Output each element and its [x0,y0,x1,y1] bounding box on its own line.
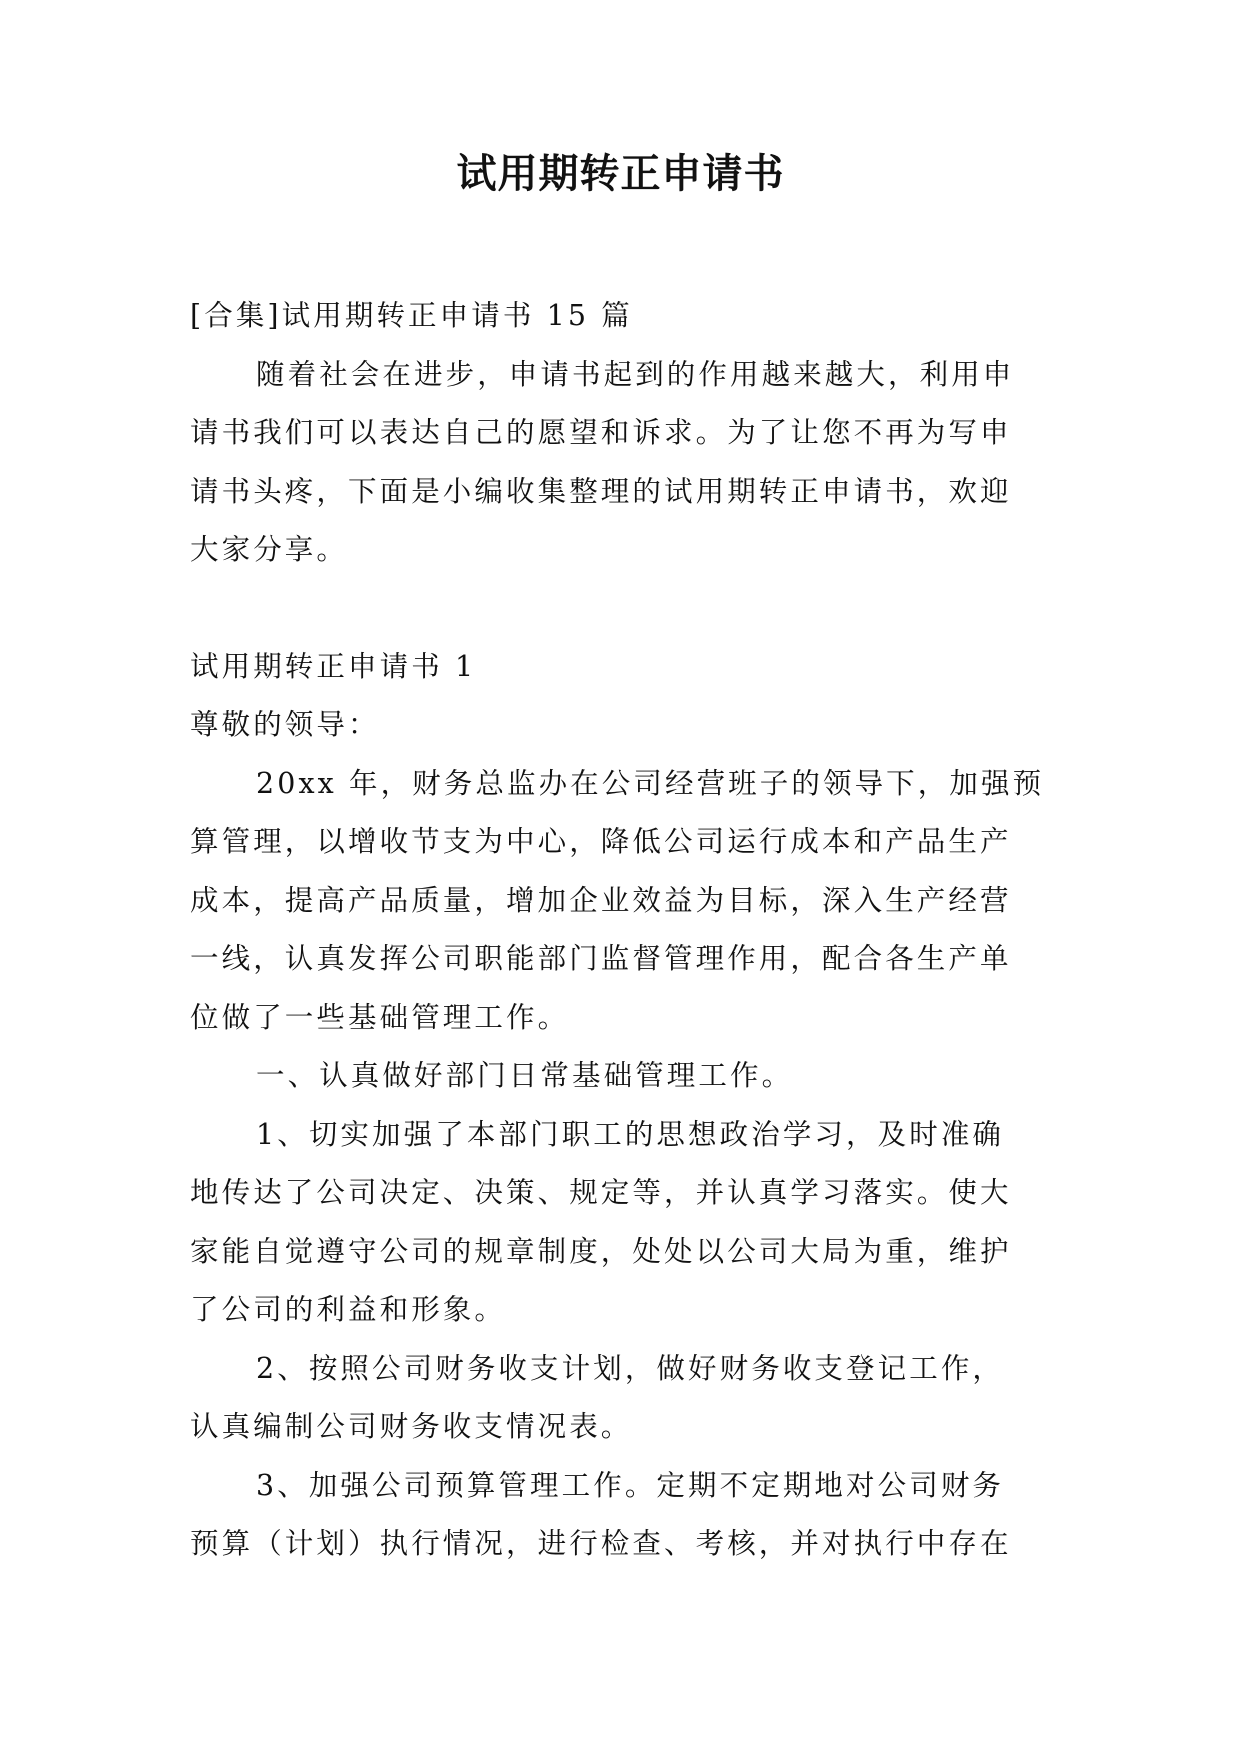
paragraph-line: 算管理，以增收节支为中心，降低公司运行成本和产品生产 [190,825,1012,858]
paragraph-line: 请书头疼，下面是小编收集整理的试用期转正申请书，欢迎 [190,474,1012,508]
paragraph-line: 2、按照公司财务收支计划，做好财务收支登记工作， [256,1351,1005,1385]
paragraph-line: 成本，提高产品质量，增加企业效益为目标，深入生产经营 [190,883,1012,917]
document-body [190,287,1050,1574]
paragraph-line: 认真编制公司财务收支情况表。 [190,1410,633,1443]
paragraph-line: 3、加强公司预算管理工作。定期不定期地对公司财务 [256,1468,1005,1502]
paragraph-spacer [190,580,1050,638]
paragraph-line: 位做了一些基础管理工作。 [190,1000,570,1034]
paragraph-line: 20xx 年，财务总监办在公司经营班子的领导下，加强预 [256,766,1045,800]
paragraph-line: 1、切实加强了本部门职工的思想政治学习，及时准确 [256,1117,1005,1151]
paragraph-line: 大家分享。 [190,533,349,566]
paragraph-line: 了公司的利益和形象。 [190,1293,507,1326]
section-heading: 试用期转正申请书 1 [190,649,477,683]
salutation-line: 尊敬的领导： [190,708,380,741]
document-title: 试用期转正申请书 [456,151,785,197]
paragraph-line: 一线，认真发挥公司职能部门监督管理作用，配合各生产单 [190,942,1012,975]
paragraph-line: 随着社会在进步，申请书起到的作用越来越大，利用申 [256,357,1015,391]
paragraph-line: 地传达了公司决定、决策、规定等，并认真学习落实。使大 [190,1176,1012,1209]
paragraph-line: 预算（计划）执行情况，进行检查、考核，并对执行中存在 [190,1527,1012,1560]
paragraph-line: 请书我们可以表达自己的愿望和诉求。为了让您不再为写申 [190,416,1012,449]
list-heading-line: 一、认真做好部门日常基础管理工作。 [256,1059,794,1092]
subtitle-line: [合集]试用期转正申请书 15 篇 [190,299,633,332]
paragraph-line: 家能自觉遵守公司的规章制度，处处以公司大局为重，维护 [190,1234,1012,1268]
